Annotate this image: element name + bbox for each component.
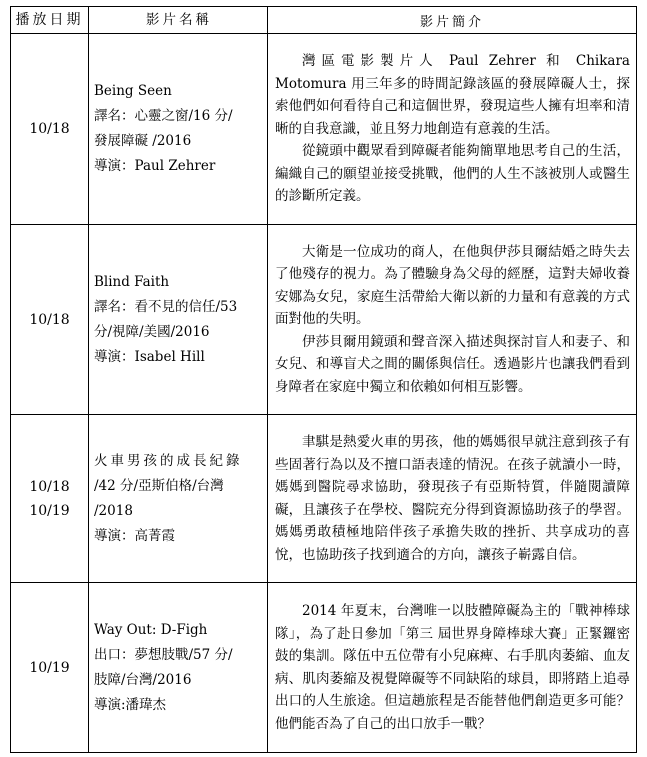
- date-cell: [11, 583, 89, 753]
- date-value: 10/19: [29, 659, 70, 676]
- film-info: 譯名：心靈之窗/16 分/: [94, 108, 233, 124]
- date-value: 10/18: [29, 121, 70, 137]
- film-title: Blind Faith: [94, 273, 170, 290]
- date-value: 10/19: [29, 502, 70, 519]
- header-intro: 影片簡介: [268, 7, 637, 34]
- intro-paragraph: 大衛是一位成功的商人，在他與伊莎貝爾結婚之時失去了他殘存的視力。為了體驗身為父母的經歷，這對夫婦收養安娜為女兒，家庭生活帶給大衛以新的力量和有意義的方式面對他的失明。: [275, 243, 630, 328]
- date-cell: [11, 34, 89, 225]
- film-info: /42 分/亞斯伯格/台灣: [94, 477, 224, 494]
- intro-cell: [268, 415, 637, 583]
- intro-paragraph: 從鏡頭中觀眾看到障礙者能夠簡單地思考自己的生活，編織自己的願望並接受挑戰，他們的人生不該被別人或醫生的診斷所定義。: [275, 143, 630, 205]
- film-title: Being Seen: [94, 83, 172, 99]
- table-row: [11, 34, 637, 225]
- intro-paragraph: 灣區電影製片人 Paul Zehrer 和 Chikara Motomura 用三年多的時間記錄該區的發展障礙人士，探索他們如何看待自己和這個世界，發現這些人擁有坦率和清晰的自我意識，並且努力地創造有意義的生活。: [275, 53, 630, 137]
- header-date: 播放日期: [11, 7, 89, 34]
- header-film: 影片名稱: [89, 7, 268, 34]
- film-director: 導演：Isabel Hill: [94, 348, 205, 365]
- film-director: 導演:潘瑋杰: [94, 696, 167, 713]
- date-value: 10/18: [29, 478, 70, 495]
- film-schedule-table: [10, 6, 637, 753]
- film-title: Way Out: D-Figh: [94, 621, 208, 638]
- table-row: [11, 583, 637, 753]
- film-info: 出口：夢想肢戰/57 分/: [94, 646, 233, 663]
- date-cell: [11, 415, 89, 583]
- date-value: 10/18: [29, 311, 70, 328]
- table-row: [11, 415, 637, 583]
- film-cell: [89, 225, 268, 415]
- intro-paragraph: 2014 年夏末，台灣唯一以肢體障礙為主的「戰神棒球隊」，為了赴日參加「第三 屆世界身障棒球大賽」正緊鑼密鼓的集訓。隊伍中五位帶有小兒麻痺、右手肌肉萎縮、血友病、肌肉萎縮及視覺障礙等不同缺陷的球員，即將踏上追尋出口的人生旅途。但這趟旅程是否能替他們創造更多可能？他們能否為了自己的出口放手一戰？: [275, 603, 630, 732]
- film-director: 導演：Paul Zehrer: [94, 158, 216, 174]
- intro-cell: [268, 583, 637, 753]
- film-info: 分/視障/美國/2016: [94, 323, 210, 340]
- intro-paragraph: 聿騏是熱愛火車的男孩，他的媽媽很早就注意到孩子有些固著行為以及不擅口語表達的情況。在孩子就讀小一時，媽媽到醫院尋求協助，發現孩子有亞斯特質，伴隨閱讀障礙，且讓孩子在學校、醫院充分得到資源協助孩子的學習。媽媽勇敢積極地陪伴孩子承擔失敗的挫折、共享成功的喜悅，也協助孩子找到適合的方向，讓孩子嶄露自信。: [275, 434, 630, 563]
- intro-cell: [268, 34, 637, 225]
- film-cell: [89, 415, 268, 583]
- film-info: 肢障/台灣/2016: [94, 671, 192, 688]
- film-info: 譯名：看不見的信任/53: [94, 298, 238, 315]
- film-title: 火車男孩的成長紀錄: [94, 452, 243, 469]
- film-director: 導演：高菁霞: [94, 527, 175, 544]
- table-header-row: [11, 7, 637, 34]
- date-cell: [11, 225, 89, 415]
- film-cell: [89, 583, 268, 753]
- intro-cell: [268, 225, 637, 415]
- film-info: /2018: [94, 502, 133, 519]
- film-cell: [89, 34, 268, 225]
- film-info: 發展障礙 /2016: [94, 133, 192, 149]
- intro-paragraph: 伊莎貝爾用鏡頭和聲音深入描述與探討盲人和妻子、和女兒、和導盲犬之間的關係與信任。透過影片也讓我們看到身障者在家庭中獨立和依賴如何相互影響。: [275, 333, 630, 395]
- table-row: [11, 225, 637, 415]
